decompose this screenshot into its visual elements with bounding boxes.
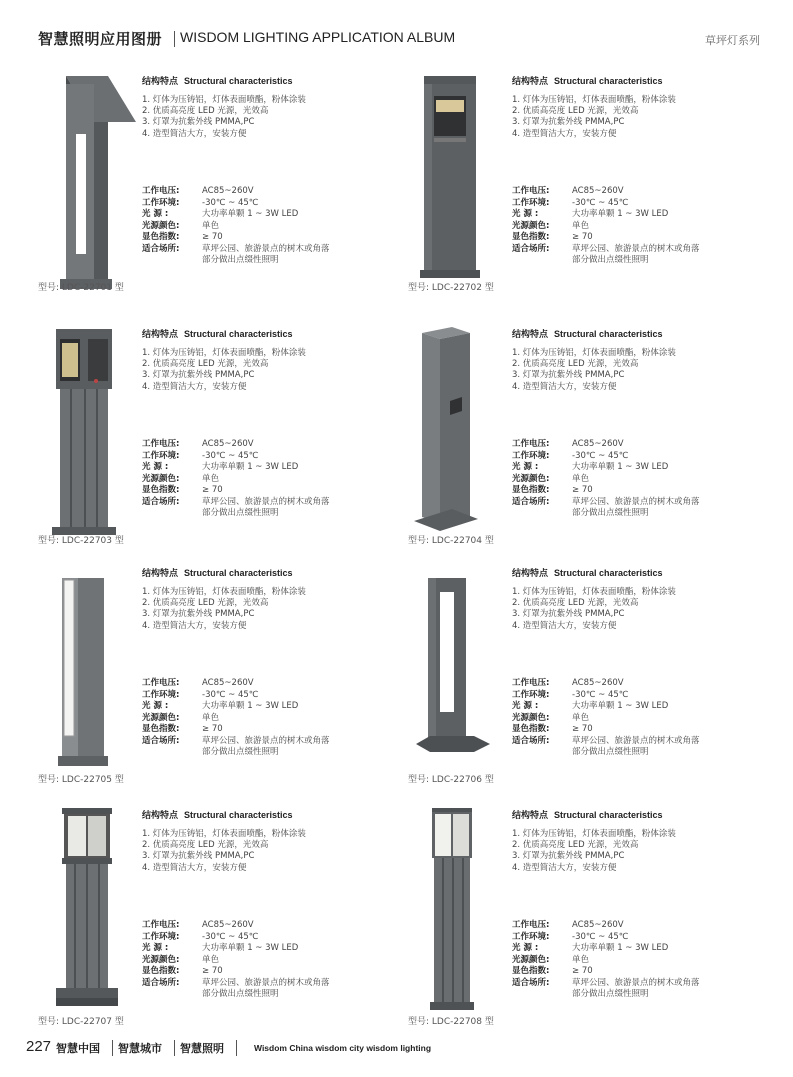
footer-item-city: 智慧城市 xyxy=(118,1042,162,1055)
section-title: 结构特点 Structural characteristics xyxy=(512,76,663,87)
source-value: 大功率单颗 1 ~ 3W LED xyxy=(202,462,299,472)
product-specs xyxy=(512,566,752,632)
source-value: 大功率单颗 1 ~ 3W LED xyxy=(572,943,669,953)
place-continued: 部分做出点缀性照明 xyxy=(572,508,649,518)
color-value: 单色 xyxy=(202,954,220,965)
cri-value: ≥ 70 xyxy=(202,485,223,495)
cri-label: 显色指数: xyxy=(512,485,550,495)
section-title: 结构特点 Structural characteristics xyxy=(142,329,293,340)
color-value: 单色 xyxy=(202,473,220,484)
voltage-label: 工作电压: xyxy=(142,920,180,930)
cri-label: 显色指数: xyxy=(142,966,180,976)
section-title: 结构特点 Structural characteristics xyxy=(512,810,663,821)
features-list xyxy=(142,348,382,393)
product-card xyxy=(408,566,753,806)
section-title: 结构特点 Structural characteristics xyxy=(512,568,663,579)
feature-item: 2. 优质高亮度 LED 光源，光效高 xyxy=(512,106,639,117)
source-label: 光 源 : xyxy=(142,462,169,472)
voltage-value: AC85~260V xyxy=(572,186,624,196)
place-continued: 部分做出点缀性照明 xyxy=(202,747,279,757)
footer-item-lighting: 智慧照明 xyxy=(180,1042,224,1055)
footer-divider xyxy=(236,1040,237,1056)
place-label: 适合场所: xyxy=(512,243,550,254)
color-value: 单色 xyxy=(572,954,590,965)
feature-item: 1. 灯体为压铸铝，灯体表面喷酯，粉体涂装 xyxy=(512,829,676,839)
lamp-22708-illustration xyxy=(408,808,508,1043)
feature-item: 4. 造型简洁大方，安装方便 xyxy=(142,620,247,631)
source-label: 光 源 : xyxy=(512,209,539,219)
voltage-value: AC85~260V xyxy=(572,678,624,688)
feature-item: 1. 灯体为压铸铝，灯体表面喷酯，粉体涂装 xyxy=(142,829,306,839)
place-value: 草坪公园、旅游景点的树木或角落 xyxy=(572,735,700,746)
product-card xyxy=(408,327,753,567)
page-footer xyxy=(26,1038,766,1060)
product-specs xyxy=(512,74,752,140)
source-label: 光 源 : xyxy=(512,462,539,472)
source-value: 大功率单颗 1 ~ 3W LED xyxy=(572,209,669,219)
feature-item: 4. 造型简洁大方，安装方便 xyxy=(512,381,617,392)
footer-divider xyxy=(112,1040,113,1056)
section-title: 结构特点 Structural characteristics xyxy=(142,810,293,821)
color-value: 单色 xyxy=(572,712,590,723)
params-table xyxy=(142,439,382,520)
feature-item: 3. 灯罩为抗紫外线 PMMA,PC xyxy=(512,851,625,862)
source-label: 光 源 : xyxy=(142,943,169,953)
color-value: 单色 xyxy=(572,473,590,484)
cri-value: ≥ 70 xyxy=(572,485,593,495)
params-table xyxy=(512,186,752,267)
place-value: 草坪公园、旅游景点的树木或角落 xyxy=(202,496,330,507)
section-title: 结构特点 Structural characteristics xyxy=(512,329,663,340)
album-title-en: WISDOM LIGHTING APPLICATION ALBUM xyxy=(180,29,456,45)
voltage-label: 工作电压: xyxy=(142,678,180,688)
model-number: 型号: LDC-22705 型 xyxy=(38,775,124,785)
album-title-cn: 智慧照明应用图册 xyxy=(38,30,163,48)
environment-label: 工作环境: xyxy=(512,197,550,208)
footer-item-china: 智慧中国 xyxy=(56,1042,100,1055)
model-number: 型号: LDC-22707 型 xyxy=(38,1017,124,1027)
place-value: 草坪公园、旅游景点的树木或角落 xyxy=(572,977,700,988)
place-continued: 部分做出点缀性照明 xyxy=(572,989,649,999)
feature-item: 2. 优质高亮度 LED 光源，光效高 xyxy=(512,359,639,370)
product-card xyxy=(38,74,383,314)
lamp-22705-illustration xyxy=(38,566,138,801)
section-title: 结构特点 Structural characteristics xyxy=(142,76,293,87)
environment-value: -30℃ ~ 45℃ xyxy=(572,931,629,942)
feature-item: 3. 灯罩为抗紫外线 PMMA,PC xyxy=(142,370,255,381)
color-label: 光源颜色: xyxy=(142,473,180,484)
voltage-value: AC85~260V xyxy=(572,920,624,930)
voltage-label: 工作电压: xyxy=(512,186,550,196)
cri-label: 显色指数: xyxy=(142,485,180,495)
color-value: 单色 xyxy=(572,220,590,231)
cri-value: ≥ 70 xyxy=(572,966,593,976)
product-card xyxy=(408,808,753,1048)
feature-item: 4. 造型简洁大方，安装方便 xyxy=(142,381,247,392)
color-label: 光源颜色: xyxy=(512,712,550,723)
environment-value: -30℃ ~ 45℃ xyxy=(202,689,259,700)
features-list xyxy=(512,587,752,632)
source-value: 大功率单颗 1 ~ 3W LED xyxy=(572,462,669,472)
voltage-value: AC85~260V xyxy=(202,920,254,930)
environment-value: -30℃ ~ 45℃ xyxy=(202,931,259,942)
feature-item: 1. 灯体为压铸铝，灯体表面喷酯，粉体涂装 xyxy=(142,587,306,597)
feature-item: 2. 优质高亮度 LED 光源，光效高 xyxy=(512,598,639,609)
params-table xyxy=(142,920,382,1001)
cri-label: 显色指数: xyxy=(512,966,550,976)
feature-item: 2. 优质高亮度 LED 光源，光效高 xyxy=(142,106,269,117)
color-label: 光源颜色: xyxy=(512,220,550,231)
place-label: 适合场所: xyxy=(142,977,180,988)
place-label: 适合场所: xyxy=(142,735,180,746)
source-label: 光 源 : xyxy=(512,943,539,953)
environment-value: -30℃ ~ 45℃ xyxy=(572,197,629,208)
feature-item: 3. 灯罩为抗紫外线 PMMA,PC xyxy=(142,117,255,128)
place-value: 草坪公园、旅游景点的树木或角落 xyxy=(202,977,330,988)
feature-item: 2. 优质高亮度 LED 光源，光效高 xyxy=(142,598,269,609)
feature-item: 3. 灯罩为抗紫外线 PMMA,PC xyxy=(512,117,625,128)
features-list xyxy=(142,95,382,140)
feature-item: 2. 优质高亮度 LED 光源，光效高 xyxy=(142,359,269,370)
color-label: 光源颜色: xyxy=(142,712,180,723)
product-specs xyxy=(142,566,382,632)
model-number: 型号: LDC-22706 型 xyxy=(408,775,494,785)
params-table xyxy=(142,678,382,759)
place-continued: 部分做出点缀性照明 xyxy=(202,989,279,999)
place-value: 草坪公园、旅游景点的树木或角落 xyxy=(202,243,330,254)
model-number: 型号: LDC-22702 型 xyxy=(408,283,494,293)
params-table xyxy=(142,186,382,267)
lamp-22704-illustration xyxy=(408,327,508,562)
voltage-value: AC85~260V xyxy=(572,439,624,449)
feature-item: 1. 灯体为压铸铝，灯体表面喷酯，粉体涂装 xyxy=(512,95,676,105)
footer-tagline: Wisdom China wisdom city wisdom lighting xyxy=(254,1043,432,1053)
source-label: 光 源 : xyxy=(512,701,539,711)
voltage-label: 工作电压: xyxy=(142,439,180,449)
environment-label: 工作环境: xyxy=(512,931,550,942)
voltage-label: 工作电压: xyxy=(142,186,180,196)
feature-item: 3. 灯罩为抗紫外线 PMMA,PC xyxy=(142,851,255,862)
product-specs xyxy=(142,74,382,140)
params-table xyxy=(512,920,752,1001)
source-label: 光 源 : xyxy=(142,209,169,219)
environment-value: -30℃ ~ 45℃ xyxy=(202,197,259,208)
cri-label: 显色指数: xyxy=(512,724,550,734)
source-value: 大功率单颗 1 ~ 3W LED xyxy=(202,943,299,953)
source-value: 大功率单颗 1 ~ 3W LED xyxy=(572,701,669,711)
place-continued: 部分做出点缀性照明 xyxy=(572,747,649,757)
place-label: 适合场所: xyxy=(512,735,550,746)
product-specs xyxy=(142,327,382,393)
series-label: 草坪灯系列 xyxy=(705,34,760,47)
model-number: 型号: LDC-22701 型 xyxy=(38,283,124,293)
color-label: 光源颜色: xyxy=(142,954,180,965)
environment-label: 工作环境: xyxy=(142,197,180,208)
place-label: 适合场所: xyxy=(142,243,180,254)
feature-item: 4. 造型简洁大方，安装方便 xyxy=(512,862,617,873)
lamp-22703-illustration xyxy=(38,327,138,562)
source-label: 光 源 : xyxy=(142,701,169,711)
header-divider xyxy=(174,31,175,47)
environment-label: 工作环境: xyxy=(512,689,550,700)
features-list xyxy=(142,587,382,632)
params-table xyxy=(512,678,752,759)
place-continued: 部分做出点缀性照明 xyxy=(202,255,279,265)
feature-item: 1. 灯体为压铸铝，灯体表面喷酯，粉体涂装 xyxy=(142,348,306,358)
voltage-value: AC85~260V xyxy=(202,439,254,449)
features-list xyxy=(142,829,382,874)
page-header xyxy=(38,28,760,50)
source-value: 大功率单颗 1 ~ 3W LED xyxy=(202,701,299,711)
environment-label: 工作环境: xyxy=(142,450,180,461)
place-value: 草坪公园、旅游景点的树木或角落 xyxy=(572,243,700,254)
voltage-label: 工作电压: xyxy=(512,678,550,688)
model-number: 型号: LDC-22708 型 xyxy=(408,1017,494,1027)
environment-label: 工作环境: xyxy=(142,689,180,700)
cri-label: 显色指数: xyxy=(142,232,180,242)
source-value: 大功率单颗 1 ~ 3W LED xyxy=(202,209,299,219)
feature-item: 2. 优质高亮度 LED 光源，光效高 xyxy=(142,840,269,851)
product-card xyxy=(408,74,753,314)
product-card xyxy=(38,566,383,806)
product-card xyxy=(38,808,383,1048)
footer-divider xyxy=(174,1040,175,1056)
feature-item: 2. 优质高亮度 LED 光源，光效高 xyxy=(512,840,639,851)
model-number: 型号: LDC-22704 型 xyxy=(408,536,494,546)
color-value: 单色 xyxy=(202,220,220,231)
voltage-value: AC85~260V xyxy=(202,678,254,688)
product-specs xyxy=(512,327,752,393)
product-specs xyxy=(142,808,382,874)
feature-item: 4. 造型简洁大方，安装方便 xyxy=(512,620,617,631)
cri-value: ≥ 70 xyxy=(202,724,223,734)
features-list xyxy=(512,829,752,874)
place-value: 草坪公园、旅游景点的树木或角落 xyxy=(572,496,700,507)
cri-value: ≥ 70 xyxy=(572,232,593,242)
section-title: 结构特点 Structural characteristics xyxy=(142,568,293,579)
product-card xyxy=(38,327,383,567)
feature-item: 4. 造型简洁大方，安装方便 xyxy=(142,128,247,139)
place-continued: 部分做出点缀性照明 xyxy=(572,255,649,265)
feature-item: 4. 造型简洁大方，安装方便 xyxy=(512,128,617,139)
feature-item: 4. 造型简洁大方，安装方便 xyxy=(142,862,247,873)
features-list xyxy=(512,348,752,393)
environment-label: 工作环境: xyxy=(142,931,180,942)
place-value: 草坪公园、旅游景点的树木或角落 xyxy=(202,735,330,746)
color-label: 光源颜色: xyxy=(142,220,180,231)
place-continued: 部分做出点缀性照明 xyxy=(202,508,279,518)
feature-item: 1. 灯体为压铸铝，灯体表面喷酯，粉体涂装 xyxy=(512,587,676,597)
cri-value: ≥ 70 xyxy=(202,966,223,976)
lamp-22707-illustration xyxy=(38,808,138,1043)
environment-label: 工作环境: xyxy=(512,450,550,461)
features-list xyxy=(512,95,752,140)
feature-item: 1. 灯体为压铸铝，灯体表面喷酯，粉体涂装 xyxy=(512,348,676,358)
environment-value: -30℃ ~ 45℃ xyxy=(572,450,629,461)
color-label: 光源颜色: xyxy=(512,954,550,965)
lamp-22702-illustration xyxy=(408,74,508,309)
lamp-22706-illustration xyxy=(408,566,508,801)
color-value: 单色 xyxy=(202,712,220,723)
lamp-22701-illustration xyxy=(38,74,138,309)
feature-item: 3. 灯罩为抗紫外线 PMMA,PC xyxy=(512,609,625,620)
params-table xyxy=(512,439,752,520)
place-label: 适合场所: xyxy=(512,977,550,988)
voltage-label: 工作电压: xyxy=(512,439,550,449)
place-label: 适合场所: xyxy=(142,496,180,507)
cri-value: ≥ 70 xyxy=(202,232,223,242)
feature-item: 3. 灯罩为抗紫外线 PMMA,PC xyxy=(512,370,625,381)
model-number: 型号: LDC-22703 型 xyxy=(38,536,124,546)
place-label: 适合场所: xyxy=(512,496,550,507)
product-specs xyxy=(512,808,752,874)
page-number: 227 xyxy=(26,1038,52,1055)
environment-value: -30℃ ~ 45℃ xyxy=(202,450,259,461)
cri-value: ≥ 70 xyxy=(572,724,593,734)
environment-value: -30℃ ~ 45℃ xyxy=(572,689,629,700)
feature-item: 1. 灯体为压铸铝，灯体表面喷酯，粉体涂装 xyxy=(142,95,306,105)
color-label: 光源颜色: xyxy=(512,473,550,484)
cri-label: 显色指数: xyxy=(142,724,180,734)
voltage-label: 工作电压: xyxy=(512,920,550,930)
cri-label: 显色指数: xyxy=(512,232,550,242)
voltage-value: AC85~260V xyxy=(202,186,254,196)
feature-item: 3. 灯罩为抗紫外线 PMMA,PC xyxy=(142,609,255,620)
